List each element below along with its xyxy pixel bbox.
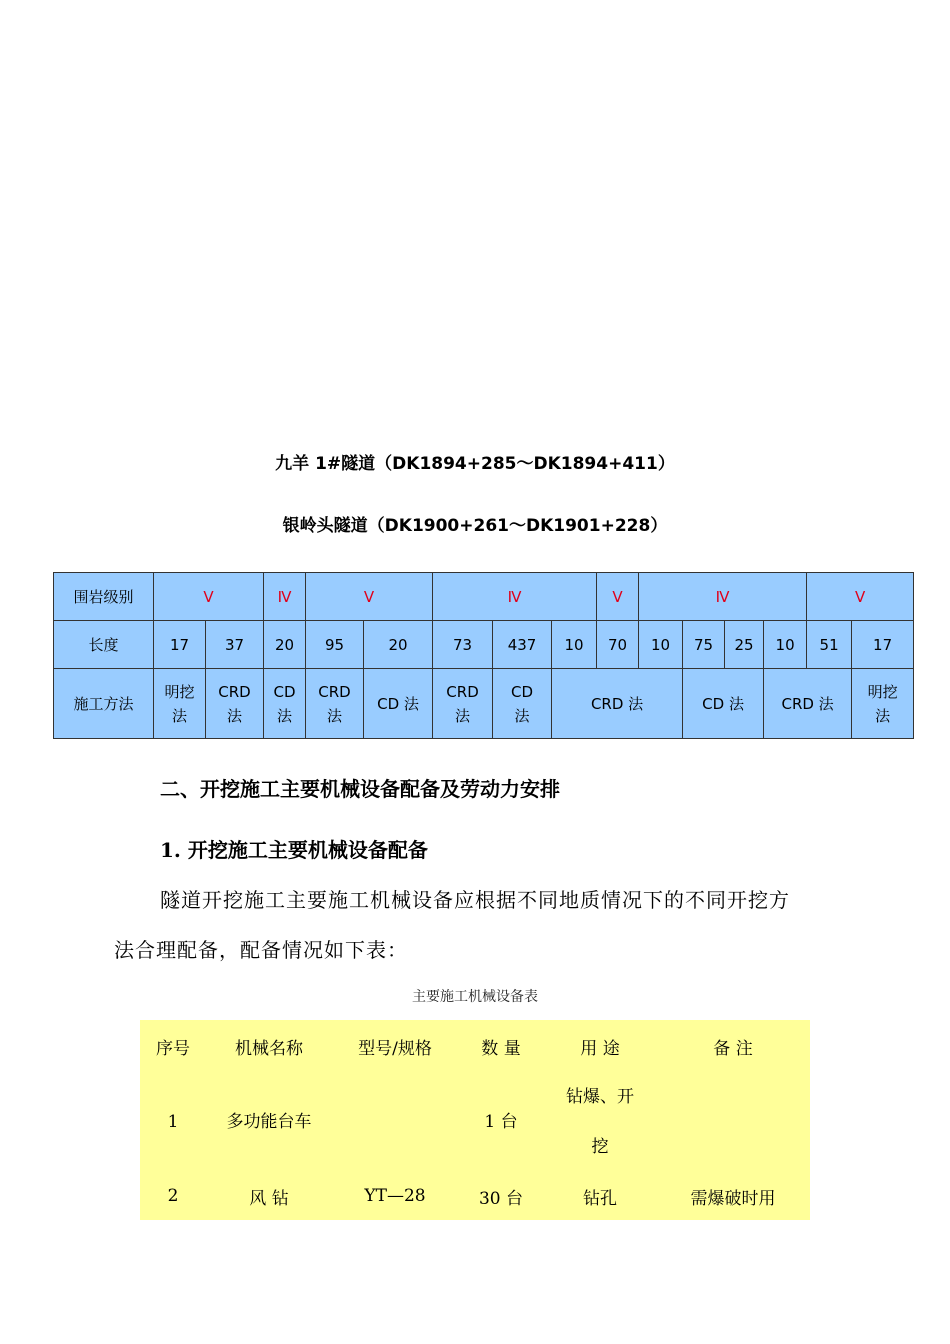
method-cell: CD 法 <box>493 669 552 739</box>
grade-cell: Ⅴ <box>597 573 639 621</box>
method-row <box>54 669 914 739</box>
length-cell: 73 <box>433 621 493 669</box>
method-cell: CD 法 <box>264 669 306 739</box>
method-cell: CRD 法 <box>552 669 683 739</box>
method-cell: CD 法 <box>364 669 433 739</box>
grade-cell: Ⅳ <box>639 573 807 621</box>
cell-no: 1 <box>167 1112 179 1132</box>
cell-qty: 1 台 <box>484 1112 518 1132</box>
cell-no: 2 <box>167 1186 179 1206</box>
length-cell: 20 <box>264 621 306 669</box>
tunnel-title-jiuyang: 九羊 1#隧道（DK1894+285～DK1894+411） <box>275 454 675 474</box>
method-cell: CRD 法 <box>764 669 852 739</box>
grade-cell: Ⅳ <box>433 573 597 621</box>
rock-grade-table <box>53 572 914 739</box>
length-cell: 17 <box>154 621 206 669</box>
cell-qty: 30 台 <box>478 1188 524 1209</box>
section-subheading: 1. 开挖施工主要机械设备配备 <box>160 838 428 862</box>
paragraph-line-1: 隧道开挖施工主要施工机械设备应根据不同地质情况下的不同开挖方 <box>160 888 790 912</box>
length-cell: 10 <box>552 621 597 669</box>
cell-model: YT—28 <box>364 1186 426 1206</box>
grade-cell: Ⅴ <box>807 573 914 621</box>
row-label: 长度 <box>54 621 154 669</box>
length-cell: 17 <box>852 621 914 669</box>
table-row <box>140 1072 810 1172</box>
header-cell: 用 途 <box>580 1038 620 1059</box>
method-cell: 明挖 法 <box>852 669 914 739</box>
length-row <box>54 621 914 669</box>
header-cell: 型号/规格 <box>358 1038 432 1059</box>
header-cell: 数 量 <box>481 1038 521 1059</box>
method-cell: CRD 法 <box>433 669 493 739</box>
grade-cell: Ⅴ <box>306 573 433 621</box>
cell-note <box>656 1072 810 1172</box>
equipment-header-row <box>140 1020 810 1072</box>
length-cell: 51 <box>807 621 852 669</box>
header-cell: 备 注 <box>713 1038 753 1059</box>
cell-note: 需爆破时用 <box>690 1188 776 1209</box>
header-cell: 机械名称 <box>235 1038 303 1059</box>
cell-name: 多功能台车 <box>226 1112 312 1132</box>
length-cell: 437 <box>493 621 552 669</box>
grade-cell: Ⅳ <box>264 573 306 621</box>
grade-cell: Ⅴ <box>154 573 264 621</box>
length-cell: 10 <box>764 621 807 669</box>
tunnel-title-yinlingtou: 银岭头隧道（DK1900+261～DK1901+228） <box>282 516 668 536</box>
cell-use: 钻孔 <box>583 1188 617 1209</box>
length-cell: 70 <box>597 621 639 669</box>
method-cell: CRD 法 <box>206 669 264 739</box>
paragraph-line-2: 法合理配备，配备情况如下表： <box>114 938 408 962</box>
length-cell: 75 <box>683 621 725 669</box>
cell-name: 风 钻 <box>249 1188 289 1209</box>
length-cell: 20 <box>364 621 433 669</box>
length-cell: 95 <box>306 621 364 669</box>
cell-use: 钻爆、开 挖 <box>566 1087 634 1157</box>
length-cell: 25 <box>725 621 764 669</box>
cell-model <box>332 1072 458 1172</box>
equipment-table <box>140 1020 810 1220</box>
method-cell: 明挖 法 <box>154 669 206 739</box>
length-cell: 37 <box>206 621 264 669</box>
grade-row <box>54 573 914 621</box>
section-heading: 二、开挖施工主要机械设备配备及劳动力安排 <box>160 777 560 801</box>
row-label: 施工方法 <box>54 669 154 739</box>
header-cell: 序号 <box>156 1038 190 1059</box>
method-cell: CRD 法 <box>306 669 364 739</box>
method-cell: CD 法 <box>683 669 764 739</box>
row-label: 围岩级别 <box>54 573 154 621</box>
length-cell: 10 <box>639 621 683 669</box>
equipment-table-caption: 主要施工机械设备表 <box>412 989 538 1005</box>
table-row <box>140 1172 810 1220</box>
